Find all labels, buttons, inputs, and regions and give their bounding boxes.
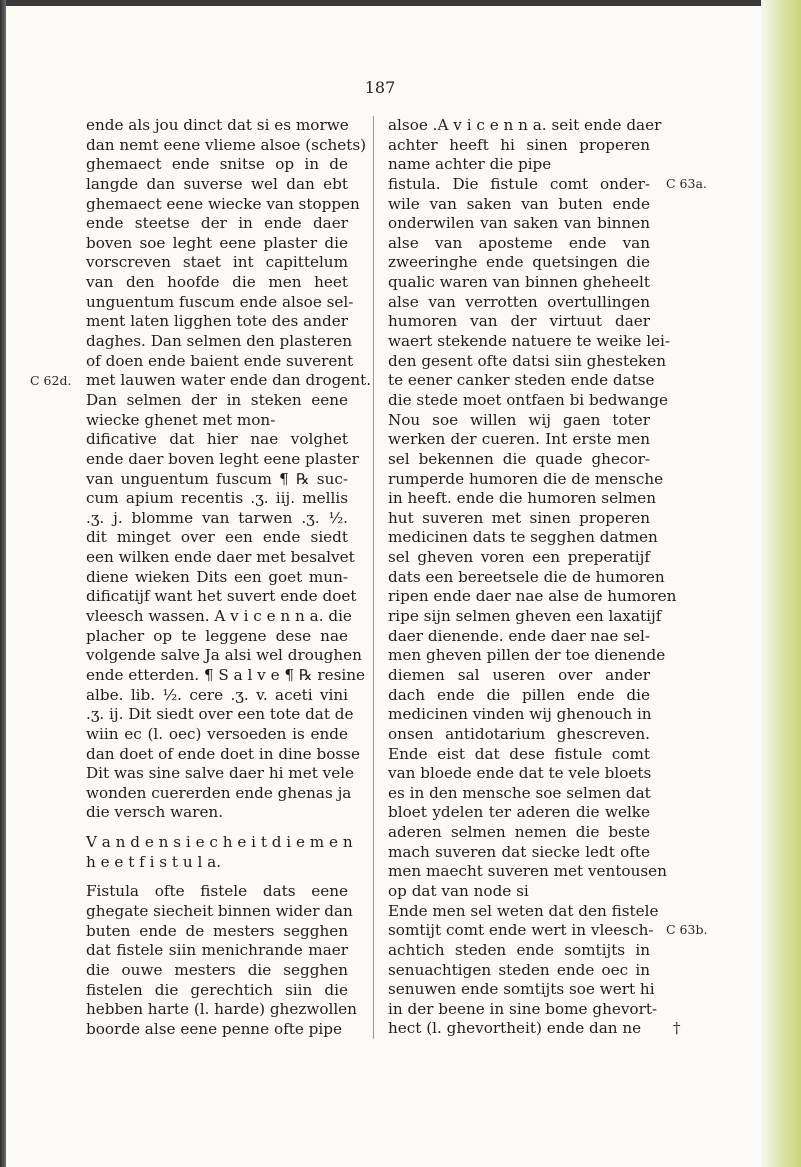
text-line: sel gheven voren een preperatijf bbox=[388, 548, 650, 567]
text-line: alsoe .A v i c e n n a. seit ende daer bbox=[388, 116, 662, 134]
text-line: achtich steden ende somtijts in bbox=[388, 940, 650, 959]
margin-note-c62d: C 62d. bbox=[30, 373, 72, 388]
left-binding-edge bbox=[0, 0, 6, 1167]
text-line: vleesch wassen. A v i c e n n a. die bbox=[86, 607, 352, 626]
text-line: Ende men sel weten dat den fistele bbox=[388, 901, 659, 920]
text-line: medicinen dats te segghen datmen bbox=[388, 528, 658, 547]
text-line: name achter die pipe bbox=[388, 155, 552, 174]
text-line: .ʒ. j. blomme van tarwen .ʒ. ½. bbox=[86, 508, 348, 527]
text-line: hut suveren met sinen properen bbox=[388, 508, 650, 527]
text-line: ende steetse der in ende daer bbox=[86, 214, 348, 233]
text-line: of doen ende baient ende suverent bbox=[86, 351, 354, 370]
text-line: unguentum fuscum ende alsoe sel- bbox=[86, 292, 354, 311]
text-line: Fistula ofte fistele dats eene bbox=[86, 882, 348, 901]
text-line: in heeft. ende die humoren selmen bbox=[388, 489, 657, 508]
text-line: van unguentum fuscum ¶ ℞ suc- bbox=[86, 469, 348, 488]
text-line: van bloede ende dat te vele bloets bbox=[388, 764, 652, 783]
text-line: mach suveren dat siecke ledt ofte bbox=[388, 842, 650, 861]
text-line: achter heeft hi sinen properen bbox=[388, 135, 650, 154]
text-line: hebben harte (l. harde) ghezwollen bbox=[86, 1000, 357, 1019]
text-line: dificative dat hier nae volghet bbox=[86, 430, 348, 449]
text-line: dach ende die pillen ende die bbox=[388, 685, 650, 704]
text-line: buten ende de mesters segghen bbox=[86, 921, 348, 940]
text-line: Dit was sine salve daer hi met vele bbox=[86, 764, 355, 783]
text-line: qualic waren van binnen gheheelt bbox=[388, 273, 650, 292]
text-line: ripen ende daer nae alse de humoren bbox=[388, 587, 677, 606]
left-column-lines-2 bbox=[86, 882, 357, 1039]
text-line: onderwilen van saken van binnen bbox=[388, 214, 650, 233]
text-line: op dat van node si bbox=[388, 881, 529, 900]
margin-note-c63a: C 63a. bbox=[666, 176, 707, 191]
text-line: den gesent ofte datsi siin ghesteken bbox=[388, 351, 667, 370]
text-line: aderen selmen nemen die beste bbox=[388, 823, 650, 842]
margin-note-c63b: C 63b. bbox=[666, 922, 708, 937]
text-line: ghemaect eene wiecke van stoppen bbox=[86, 194, 360, 213]
heading-line: h e e t f i s t u l a. bbox=[86, 852, 222, 871]
text-line: ghemaect ende snitse op in de bbox=[86, 155, 348, 174]
text-line: waert stekende natuere te weike lei- bbox=[388, 332, 671, 351]
text-line: dificatijf want het suvert ende doet bbox=[86, 587, 357, 606]
text-line: zweeringhe ende quetsingen die bbox=[388, 253, 650, 272]
text-line: wiecke ghenet met mon- bbox=[86, 410, 276, 429]
text-line: dit minget over een ende siedt bbox=[86, 528, 348, 547]
text-line: boven soe leght eene plaster die bbox=[86, 233, 348, 252]
text-line: men gheven pillen der toe dienende bbox=[388, 646, 666, 665]
text-line: alse van verrotten overtullingen bbox=[388, 292, 650, 311]
text-line: es in den mensche soe selmen dat bbox=[388, 783, 651, 802]
text-line: hect (l. ghevortheit) ende dan ne bbox=[388, 1019, 642, 1038]
left-column-lines bbox=[86, 116, 372, 823]
left-column bbox=[86, 116, 372, 1039]
text-line: placher op te leggene dese nae bbox=[86, 626, 348, 645]
text-line: fistelen die gerechtich siin die bbox=[86, 980, 348, 999]
text-line: met lauwen water ende dan drogent. bbox=[86, 371, 372, 390]
text-line: ende als jou dinct dat si es morwe bbox=[86, 116, 349, 134]
text-line: die ouwe mesters die segghen bbox=[86, 960, 348, 979]
margin-note-dagger: † bbox=[673, 1019, 681, 1037]
text-line: volgende salve Ja alsi wel droughen bbox=[86, 646, 362, 665]
text-line: medicinen vinden wij ghenouch in bbox=[388, 705, 652, 724]
text-line: van den hoofde die men heet bbox=[86, 273, 348, 292]
text-line: albe. lib. ½. cere .ʒ. v. aceti vini bbox=[86, 685, 348, 704]
section-heading bbox=[86, 833, 353, 872]
text-line: dan doet of ende doet in dine bosse bbox=[86, 744, 360, 763]
text-line: men maecht suveren met ventousen bbox=[388, 862, 667, 881]
text-line: werken der cueren. Int erste men bbox=[388, 430, 650, 449]
text-line: die stede moet ontfaen bi bedwange bbox=[388, 390, 668, 409]
right-column-lines bbox=[388, 116, 677, 1039]
text-line: senuwen ende somtijts soe wert hi bbox=[388, 980, 655, 999]
text-line: die versch waren. bbox=[86, 803, 224, 822]
text-line: onsen antidotarium ghescreven. bbox=[388, 724, 650, 743]
text-line: Nou soe willen wij gaen toter bbox=[388, 410, 650, 429]
text-line: somtijt comt ende wert in vleesch- bbox=[388, 921, 654, 940]
text-line: boorde alse eene penne ofte pipe bbox=[86, 1019, 342, 1038]
text-line: alse van aposteme ende van bbox=[388, 233, 650, 252]
top-edge-rule bbox=[0, 0, 801, 6]
text-line: sel bekennen die quade ghecor- bbox=[388, 449, 650, 468]
text-line: in der beene in sine bome ghevort- bbox=[388, 999, 658, 1018]
text-line: ghegate siecheit binnen wider dan bbox=[86, 901, 353, 920]
text-line: wiin ec (l. oec) versoeden is ende bbox=[86, 724, 348, 743]
text-line: diene wieken Dits een goet mun- bbox=[86, 567, 348, 586]
text-line: .ʒ. ij. Dit siedt over een tote dat de bbox=[86, 705, 354, 724]
text-line: dat fistele siin menichrande maer bbox=[86, 941, 348, 960]
right-column bbox=[373, 116, 677, 1039]
text-line: Ende eist dat dese fistule comt bbox=[388, 744, 650, 763]
text-line: ende etterden. ¶ S a l v e ¶ ℞ resine bbox=[86, 665, 366, 684]
text-line: dan nemt eene vlieme alsoe (schets) bbox=[86, 135, 367, 154]
text-line: ment laten ligghen tote des ander bbox=[86, 312, 348, 331]
page-number: 187 bbox=[364, 78, 396, 97]
text-line: een wilken ende daer met besalvet bbox=[86, 548, 355, 567]
text-line: te eener canker steden ende datse bbox=[388, 371, 655, 390]
text-line: daer dienende. ende daer nae sel- bbox=[388, 626, 650, 645]
text-line: fistula. Die fistule comt onder- bbox=[388, 174, 650, 193]
text-line: rumperde humoren die de mensche bbox=[388, 469, 664, 488]
text-line: daghes. Dan selmen den plasteren bbox=[86, 332, 353, 351]
text-line: Dan selmen der in steken eene bbox=[86, 390, 348, 409]
text-line: senuachtigen steden ende oec in bbox=[388, 960, 650, 979]
text-line: humoren van der virtuut daer bbox=[388, 312, 650, 331]
text-line: wile van saken van buten ende bbox=[388, 194, 650, 213]
text-line: dats een bereetsele die de humoren bbox=[388, 567, 665, 586]
heading-line: V a n d e n s i e c h e i t d i e m e n bbox=[86, 833, 353, 852]
text-line: langde dan suverse wel dan ebt bbox=[86, 174, 348, 193]
text-line: diemen sal useren over ander bbox=[388, 665, 650, 684]
text-line: cum apium recentis .ʒ. iij. mellis bbox=[86, 489, 348, 508]
text-line: ripe sijn selmen gheven een laxatijf bbox=[388, 607, 662, 626]
text-line: vorscreven staet int capittelum bbox=[86, 253, 348, 272]
text-line: bloet ydelen ter aderen die welke bbox=[388, 803, 650, 822]
text-line: ende daer boven leght eene plaster bbox=[86, 449, 359, 468]
page-spine-edge bbox=[761, 0, 801, 1167]
text-line: wonden cuererden ende ghenas ja bbox=[86, 783, 352, 802]
